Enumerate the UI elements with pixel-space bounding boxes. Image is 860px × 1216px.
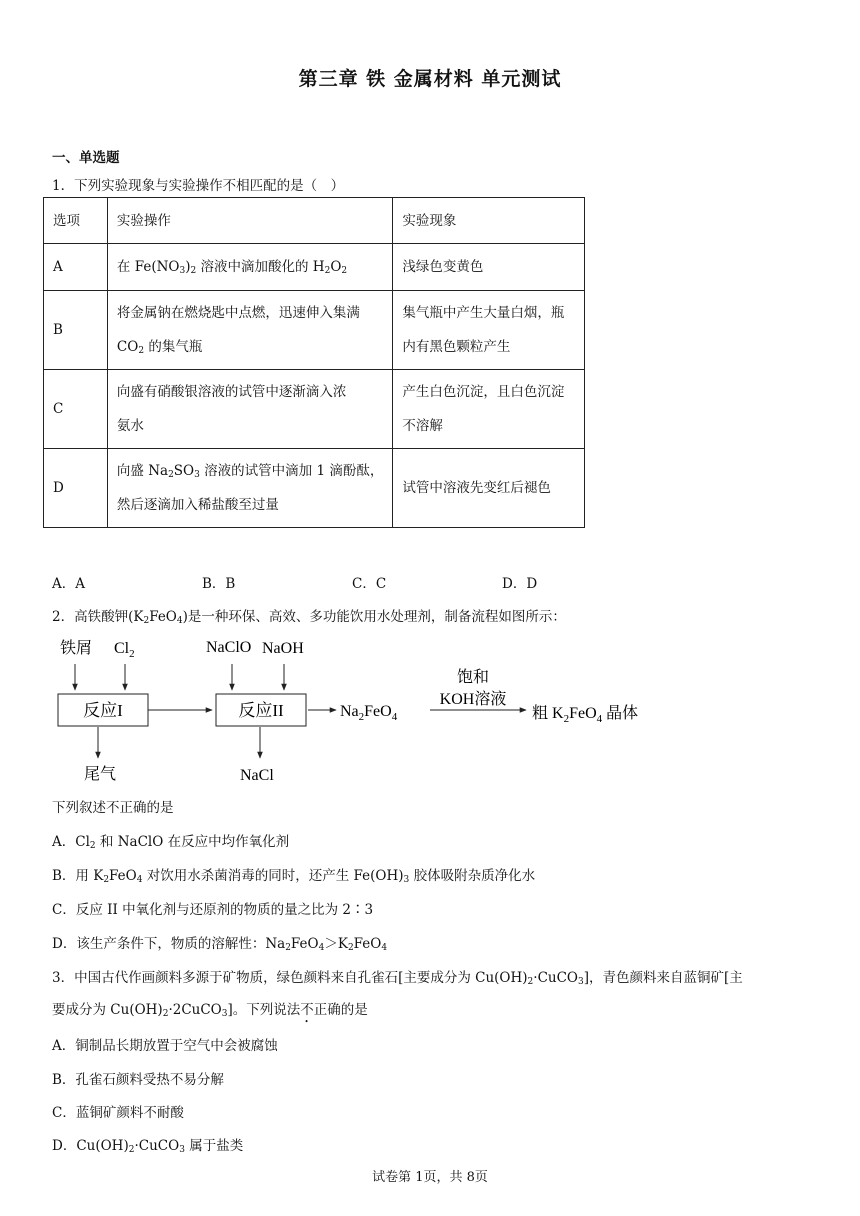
table-row bbox=[44, 370, 585, 449]
input-naclo: NaClO bbox=[206, 639, 252, 656]
table-row bbox=[44, 244, 585, 291]
page-title: 第三章 铁 金属材料 单元测试 bbox=[298, 68, 562, 90]
option-cell: C bbox=[44, 370, 108, 449]
q2-option-b[interactable]: B．用 $K_2FeO_4$ 对饮用水杀菌消毒的同时，还产生 $Fe(OH)_3$ 胶体吸附杂质净化水 bbox=[52, 868, 536, 885]
result-cell: 产生白色沉淀，且白色沉淀 不溶解 bbox=[393, 370, 585, 449]
operation-cell: 将金属钠在燃烧匙中点燃，迅速伸入集满 $CO_2$ 的集气瓶 bbox=[107, 291, 392, 370]
condition-koh-solution: KOH溶液 bbox=[439, 691, 507, 708]
process-flow-diagram bbox=[48, 634, 668, 784]
operation-cell: 向盛有硝酸银溶液的试管中逐渐滴入浓 氨水 bbox=[107, 370, 392, 449]
page-footer: 试卷第 1页，共 8页 bbox=[372, 1170, 488, 1185]
option-cell: B bbox=[44, 291, 108, 370]
condition-saturated: 饱和 bbox=[456, 669, 490, 686]
header-cell: 选项 bbox=[44, 198, 108, 244]
table-row bbox=[44, 291, 585, 370]
q2-option-c[interactable]: C．反应 II 中氧化剂与还原剂的物质的量之比为 2∶3 bbox=[52, 902, 374, 918]
operation-cell: 在 $Fe(NO_3)_2$ 溶液中滴加酸化的 $H_2O_2$ bbox=[107, 244, 392, 291]
section-heading: 一、单选题 bbox=[52, 150, 120, 166]
option-cell: A bbox=[44, 244, 108, 291]
q1-choice-d[interactable]: D．D bbox=[502, 576, 538, 592]
result-cell: 试管中溶液先变红后褪色 bbox=[393, 449, 585, 528]
q3-option-a[interactable]: A．铜制品长期放置于空气中会被腐蚀 bbox=[52, 1038, 278, 1054]
header-cell: 实验操作 bbox=[107, 198, 392, 244]
q3-option-c[interactable]: C．蓝铜矿颜料不耐酸 bbox=[52, 1105, 184, 1121]
q1-choice-c[interactable]: C．C bbox=[352, 576, 387, 592]
result-cell: 浅绿色变黄色 bbox=[393, 244, 585, 291]
input-iron-scraps: 铁屑 bbox=[60, 640, 93, 657]
q3-stem-line2: 要成分为 $Cu(OH)_2\cdot 2CuCO_3$]。下列说法不正确的是 bbox=[52, 1002, 368, 1019]
product-crude-k2feo4: 粗 $K_2FeO_4$ 晶体 bbox=[532, 705, 639, 725]
result-cell: 集气瓶中产生大量白烟，瓶 内有黑色颗粒产生 bbox=[393, 291, 585, 370]
table-header-row bbox=[44, 198, 585, 244]
q2-option-d[interactable]: D．该生产条件下，物质的溶解性：$Na_2FeO_4>K_2FeO_4$ bbox=[52, 936, 388, 953]
output-nacl: NaCl bbox=[240, 767, 274, 784]
q3-option-d[interactable]: D．$Cu(OH)_2\cdot CuCO_3$ 属于盐类 bbox=[52, 1138, 244, 1155]
input-naoh: NaOH bbox=[262, 640, 304, 657]
header-cell: 实验现象 bbox=[393, 198, 585, 244]
emphasis-dot-text: 不 bbox=[300, 1002, 314, 1018]
q1-choice-b[interactable]: B．B bbox=[202, 576, 236, 592]
product-na2feo4: $Na_2FeO_4$ bbox=[340, 703, 398, 723]
q1-stem: 1．下列实验现象与实验操作不相匹配的是（ ） bbox=[52, 178, 345, 194]
reaction-1-label: 反应I bbox=[83, 701, 123, 720]
option-cell: D bbox=[44, 449, 108, 528]
reaction-2-label: 反应II bbox=[238, 701, 284, 720]
q3-stem-line1: 3．中国古代作画颜料多源于矿物质，绿色颜料来自孔雀石[主要成分为 $Cu(OH)_2\cdot CuCO_3$]，青色颜料来自蓝铜矿[主 bbox=[52, 970, 743, 987]
q1-choice-a[interactable]: A．A bbox=[52, 576, 85, 592]
q2-option-a[interactable]: A．$Cl_2$ 和 NaClO 在反应中均作氧化剂 bbox=[52, 834, 290, 851]
q2-ask: 下列叙述不正确的是 bbox=[52, 800, 174, 816]
q3-option-b[interactable]: B．孔雀石颜料受热不易分解 bbox=[52, 1072, 224, 1088]
q1-table bbox=[43, 197, 585, 528]
input-chlorine: $Cl_2$ bbox=[114, 640, 135, 660]
output-tail-gas: 尾气 bbox=[84, 766, 117, 783]
operation-cell: 向盛 $Na_2SO_3$ 溶液的试管中滴加 1 滴酚酞， 然后逐滴加入稀盐酸至过量 bbox=[107, 449, 392, 528]
table-row bbox=[44, 449, 585, 528]
q2-stem: 2．高铁酸钾$(K_2FeO_4)$是一种环保、高效、多功能饮用水处理剂，制备流程如图所示： bbox=[52, 609, 566, 626]
